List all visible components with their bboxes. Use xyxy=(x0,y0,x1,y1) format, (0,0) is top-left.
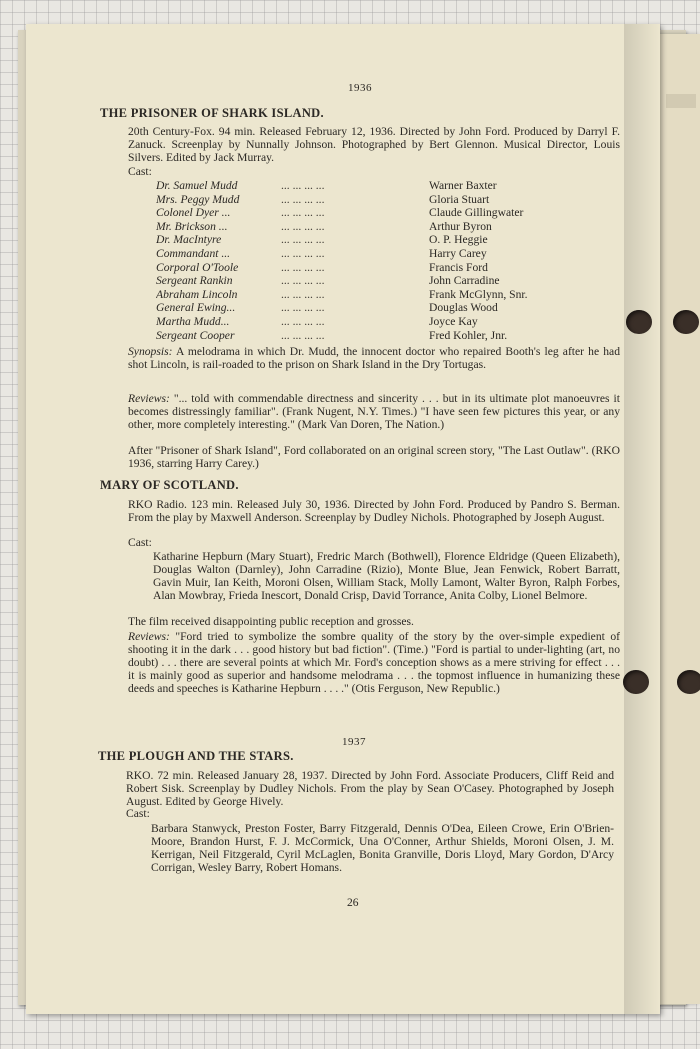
cast-row xyxy=(156,329,536,343)
cast-row xyxy=(156,315,536,329)
cast-table-prisoner xyxy=(156,179,536,342)
cast-actor: Francis Ford xyxy=(429,260,488,274)
cast-role: Colonel Dyer ... xyxy=(156,206,231,220)
synopsis-label: Synopsis: xyxy=(128,345,173,358)
reviews-text: "Ford tried to symbolize the sombre quality of the story by the over-simple expedient of shooting it in the dark . . . good history but bad fiction". (Time.) "Ford is partial to under-lighting (art, no doubt) . . . there are several points at which Mr. Ford's conception shows as a mere striving for effect . . . it is mainly good as superior and handsome melodrama . . . the topmost influence in humanizing these deeds and speeches is Katharine Hepburn . . . ." (Otis Ferguson, New Republic.) xyxy=(128,630,620,695)
cast-actor: Fred Kohler, Jnr. xyxy=(429,328,508,342)
cast-role: Martha Mudd... xyxy=(156,314,230,328)
film-credits-plough: RKO. 72 min. Released January 28, 1937. Directed by John Ford. Associate Producers, Cliff Reid and Robert Sisk. Screenplay by Dudley Nichols. From the play by Sean O'Casey. Photographed by Joseph August. Edited by George Hively. xyxy=(126,769,614,808)
reviews-mary xyxy=(128,630,620,695)
next-page-edge xyxy=(660,34,700,1004)
film-title-plough: THE PLOUGH AND THE STARS. xyxy=(98,749,294,763)
cast-role: General Ewing... xyxy=(156,301,236,315)
binder-hole xyxy=(677,670,700,694)
cast-row xyxy=(156,206,536,220)
reviews-prisoner xyxy=(128,392,620,431)
cast-actor: Frank McGlynn, Snr. xyxy=(429,287,528,301)
cast-actor: Douglas Wood xyxy=(429,301,498,315)
binder-hole xyxy=(673,310,699,334)
cast-actor: Gloria Stuart xyxy=(429,192,490,206)
leader-dots: ... ... ... ... xyxy=(281,314,325,328)
film-credits-prisoner: 20th Century-Fox. 94 min. Released February 12, 1936. Directed by John Ford. Produced by Darryl F. Zanuck. Screenplay by Nunnally Johnson. Photographed by Bert Glennon. Musical Director, Louis Silvers. Edited by Jack Murray. xyxy=(128,125,620,164)
film-credits-mary: RKO Radio. 123 min. Released July 30, 1936. Directed by John Ford. Produced by Pandro S. Berman. From the play by Maxwell Anderson. Screenplay by Dudley Nichols. Photographed by Joseph August. xyxy=(128,498,620,524)
page-content xyxy=(26,24,660,1014)
cast-role: Abraham Lincoln xyxy=(156,287,238,301)
cast-role: Dr. Samuel Mudd xyxy=(156,179,238,192)
cast-label-plough: Cast: xyxy=(126,807,150,820)
cast-actor: O. P. Heggie xyxy=(429,233,488,247)
cast-list-mary: Katharine Hepburn (Mary Stuart), Fredric March (Bothwell), Florence Eldridge (Queen Elizabeth), Douglas Walton (Darnley), John Carradine (Rizio), Monte Blue, Jean Fenwick, Robert Barratt, Gavin Muir, Ian Keith, Moroni Olsen, William Stack, Molly Lamont, Walter Byron, Ralph Forbes, Alan Mowbray, Frieda Inescort, Donald Crisp, David Torrance, Anita Colby, Lionel Belmore. xyxy=(153,550,620,602)
cast-actor: Harry Carey xyxy=(429,246,487,260)
cast-row xyxy=(156,261,536,275)
leader-dots: ... ... ... ... xyxy=(281,219,325,233)
cast-row xyxy=(156,220,536,234)
note-prisoner: After "Prisoner of Shark Island", Ford collaborated on an original screen story, "The Last Outlaw". (RKO 1936, starring Harry Carey.) xyxy=(128,444,620,470)
leader-dots: ... ... ... ... xyxy=(281,233,325,247)
cast-row xyxy=(156,179,536,193)
leader-dots: ... ... ... ... xyxy=(281,301,325,315)
leader-dots: ... ... ... ... xyxy=(281,328,325,342)
cast-row xyxy=(156,193,536,207)
cast-row xyxy=(156,233,536,247)
reviews-text: "... told with commendable directness and sincerity . . . but in its ultimate plot manoeuvres it becomes distressingly familiar". (Frank Nugent, N.Y. Times.) "I have seen few pictures this year, or any other, more completely interesting." (Mark Van Doren, The Nation.) xyxy=(128,392,620,431)
cast-actor: Claude Gillingwater xyxy=(429,206,524,220)
cast-role: Mrs. Peggy Mudd xyxy=(156,192,240,206)
year-heading-1937: 1937 xyxy=(342,736,366,748)
cast-row xyxy=(156,247,536,261)
leader-dots: ... ... ... ... xyxy=(281,246,325,260)
show-through-text xyxy=(666,94,696,108)
reception-note-mary: The film received disappointing public reception and grosses. xyxy=(128,615,414,628)
leader-dots: ... ... ... ... xyxy=(281,274,325,288)
synopsis-prisoner xyxy=(128,345,620,371)
cast-actor: Arthur Byron xyxy=(429,219,492,233)
cast-role: Corporal O'Toole xyxy=(156,260,239,274)
binder-hole xyxy=(623,670,649,694)
cast-label-mary: Cast: xyxy=(128,536,152,549)
reviews-label: Reviews: xyxy=(128,392,170,405)
cast-actor: Warner Baxter xyxy=(429,179,497,192)
cast-role: Sergeant Cooper xyxy=(156,328,235,342)
leader-dots: ... ... ... ... xyxy=(281,192,325,206)
film-title-mary: MARY OF SCOTLAND. xyxy=(100,478,239,492)
cast-row xyxy=(156,288,536,302)
leader-dots: ... ... ... ... xyxy=(281,260,325,274)
cast-row xyxy=(156,301,536,315)
page-number: 26 xyxy=(347,897,359,909)
cast-label-prisoner: Cast: xyxy=(128,165,152,178)
cast-row xyxy=(156,274,536,288)
cast-role: Sergeant Rankin xyxy=(156,274,233,288)
cast-actor: John Carradine xyxy=(429,274,500,288)
booklet-page xyxy=(26,24,660,1014)
cast-actor: Joyce Kay xyxy=(429,314,478,328)
film-title-prisoner: THE PRISONER OF SHARK ISLAND. xyxy=(100,106,324,120)
leader-dots: ... ... ... ... xyxy=(281,287,325,301)
leader-dots: ... ... ... ... xyxy=(281,179,325,192)
binder-hole xyxy=(626,310,652,334)
reviews-label: Reviews: xyxy=(128,630,170,643)
leader-dots: ... ... ... ... xyxy=(281,206,325,220)
synopsis-text: A melodrama in which Dr. Mudd, the innocent doctor who repaired Booth's leg after he had shot Lincoln, is rail-roaded to the prison on Shark Island in the Dry Tortugas. xyxy=(128,345,620,371)
cast-role: Commandant ... xyxy=(156,246,231,260)
cast-role: Mr. Brickson ... xyxy=(156,219,228,233)
cast-role: Dr. MacIntyre xyxy=(156,233,222,247)
year-heading-1936: 1936 xyxy=(348,82,372,94)
cast-list-plough: Barbara Stanwyck, Preston Foster, Barry Fitzgerald, Dennis O'Dea, Eileen Crowe, Erin O'Brien-Moore, Brandon Hurst, F. J. McCormick, Una O'Conner, Arthur Shields, Moroni Olsen, J. M. Kerrigan, Neil Fitzgerald, Cyril McLaglen, Bonita Granville, Doris Lloyd, Mary Gordon, D'Arcy Corrigan, Wesley Barry, Robert Homans. xyxy=(151,822,614,874)
